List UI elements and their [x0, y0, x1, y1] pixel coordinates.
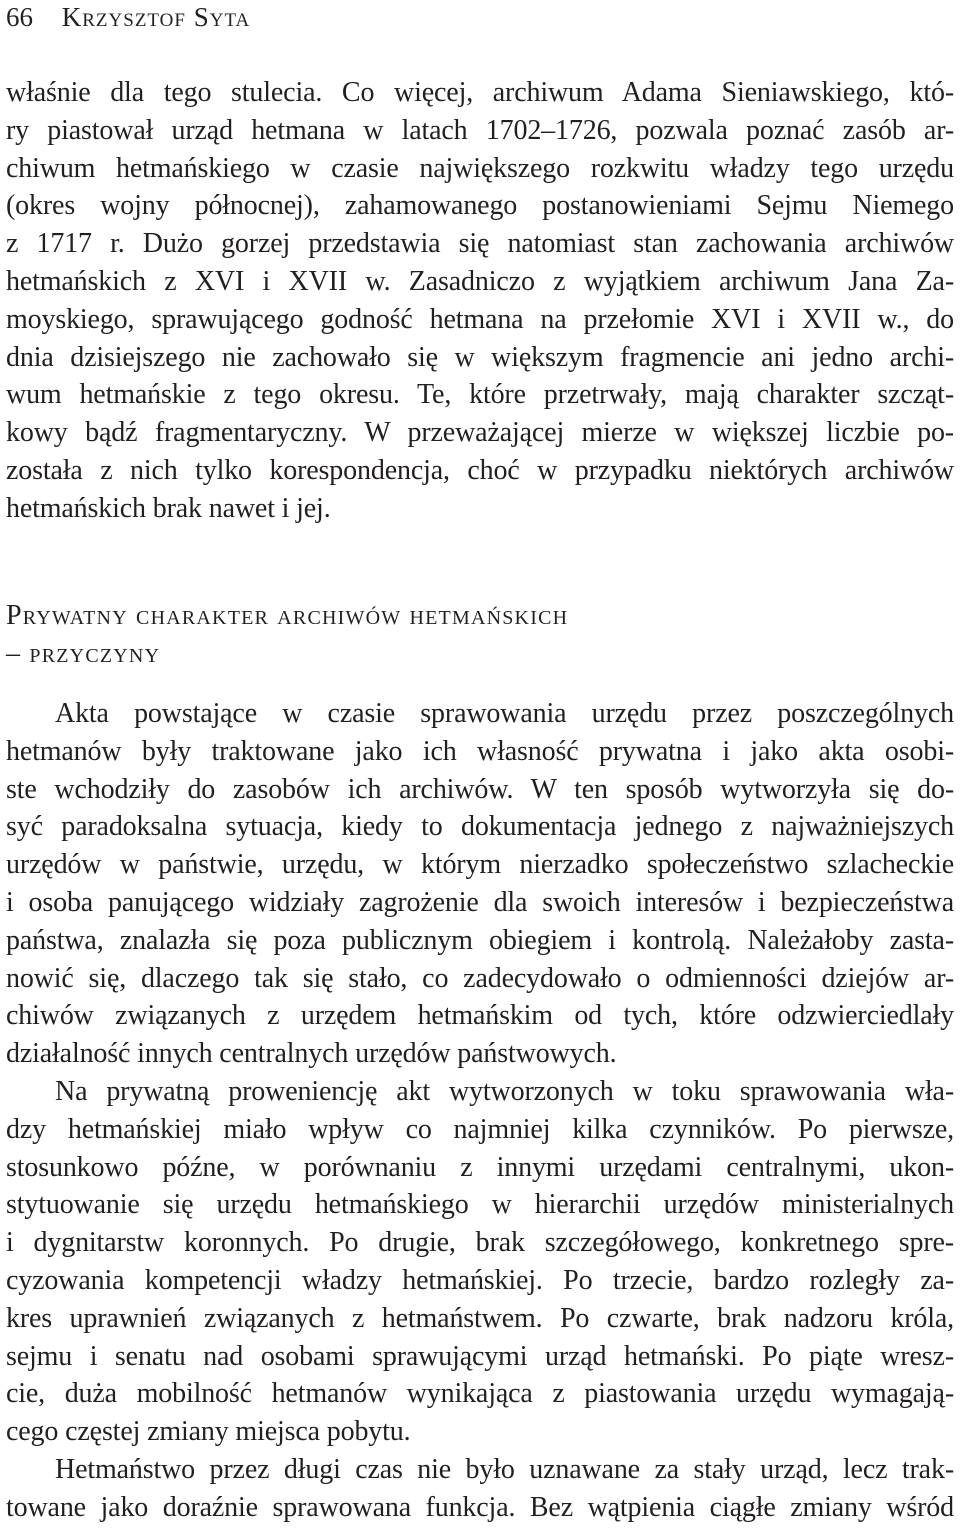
text-line: cie, duża mobilność hetmanów wynikająca z piastowania urzędu wymagają- [6, 1378, 954, 1410]
running-head [6, 0, 250, 35]
text-line: i dygnitarstw koronnych. Po drugie, brak szczegółowego, konkretnego spre- [6, 1227, 954, 1259]
text-line: hetmańskich z XVI i XVII w. Zasadniczo z wyjątkiem archiwum Jana Za- [6, 265, 954, 297]
section-heading-line: – przyczyny [6, 638, 161, 669]
intro-paragraph [6, 74, 954, 528]
text-line: Na prywatną proweniencję akt wytworzonych w toku sprawowania wła- [55, 1076, 954, 1107]
text-line: (okres wojny północnej), zahamowanego postanowieniami Sejmu Niemego [6, 190, 954, 222]
paragraph-1 [6, 695, 954, 1073]
text-line: działalność innych centralnych urzędów państwowych. [6, 1038, 617, 1070]
text-line: dzy hetmańskiej miało wpływ co najmniej kilka czynników. Po pierwsze, [6, 1113, 954, 1145]
text-line: stytuowanie się urzędu hetmańskiego w hierarchii urzędów ministerialnych [6, 1189, 954, 1221]
text-line: ry piastował urząd hetmana w latach 1702–1726, pozwala poznać zasób ar- [6, 114, 954, 146]
text-line: i osoba panującego widziały zagrożenie dla swoich interesów i bezpieczeństwa [6, 886, 954, 918]
section-heading-line: Prywatny charakter archiwów hetmańskich [6, 600, 569, 631]
text-line: moyskiego, sprawującego godność hetmana na przełomie XVI i XVII w., do [6, 303, 954, 335]
text-line: z 1717 r. Dużo gorzej przedstawia się natomiast stan zachowania archiwów [6, 228, 954, 260]
page-number: 66 [6, 2, 33, 32]
text-line: kres uprawnień związanych z hetmaństwem. Po czwarte, brak nadzoru króla, [6, 1302, 954, 1334]
text-line: hetmańskich brak nawet i jej. [6, 492, 331, 524]
text-line: państwa, znalazła się poza publicznym obiegiem i kontrolą. Należałoby zasta- [6, 924, 954, 956]
text-line: chiwum hetmańskiego w czasie największego rozkwitu władzy tego urzędu [6, 152, 954, 184]
text-line: właśnie dla tego stulecia. Co więcej, archiwum Adama Sieniawskiego, któ- [6, 77, 954, 108]
text-line: cyzowania kompetencji władzy hetmańskiej. Po trzecie, bardzo rozległy za- [6, 1264, 954, 1296]
text-line: nowić się, dlaczego tak się stało, co zadecydowało o odmienności dziejów ar- [6, 962, 954, 994]
text-line: chiwów związanych z urzędem hetmańskim od tych, które odzwierciedlały [6, 1000, 954, 1032]
text-line: syć paradoksalna sytuacja, kiedy to dokumentacja jednego z najważniejszych [6, 811, 954, 843]
text-line: urzędów w państwie, urzędu, w którym nierzadko społeczeństwo szlacheckie [6, 849, 954, 881]
text-line: cego częstej zmiany miejsca pobytu. [6, 1416, 411, 1448]
text-line: Akta powstające w czasie sprawowania urzędu przez poszczególnych [55, 698, 954, 729]
section-heading [6, 597, 954, 673]
text-line: hetmanów były traktowane jako ich własność prywatna i jako akta osobi- [6, 735, 954, 767]
paragraph-3 [6, 1451, 954, 1527]
text-line: ste wchodziły do zasobów ich archiwów. W ten sposób wytworzyła się do- [6, 773, 954, 805]
text-line: Hetmaństwo przez długi czas nie było uznawane za stały urząd, lecz trak- [55, 1454, 954, 1485]
paragraph-2 [6, 1073, 954, 1451]
text-line: stosunkowo późne, w porównaniu z innymi urzędami centralnymi, ukon- [6, 1151, 954, 1183]
text-line: kowy bądź fragmentaryczny. W przeważającej mierze w większej liczbie po- [6, 417, 954, 449]
text-line: towane jako doraźnie sprawowana funkcja. Bez wątpienia ciągłe zmiany wśród [6, 1491, 954, 1523]
text-line: wum hetmańskie z tego okresu. Te, które przetrwały, mają charakter szcząt- [6, 379, 954, 411]
text-line: dnia dzisiejszego nie zachowało się w większym fragmencie ani jedno archi- [6, 341, 954, 373]
running-head-author: Krzysztof Syta [61, 2, 251, 32]
text-line: została z nich tylko korespondencja, choć w przypadku niektórych archiwów [6, 454, 954, 486]
text-line: sejmu i senatu nad osobami sprawującymi urząd hetmański. Po piąte wresz- [6, 1340, 954, 1372]
